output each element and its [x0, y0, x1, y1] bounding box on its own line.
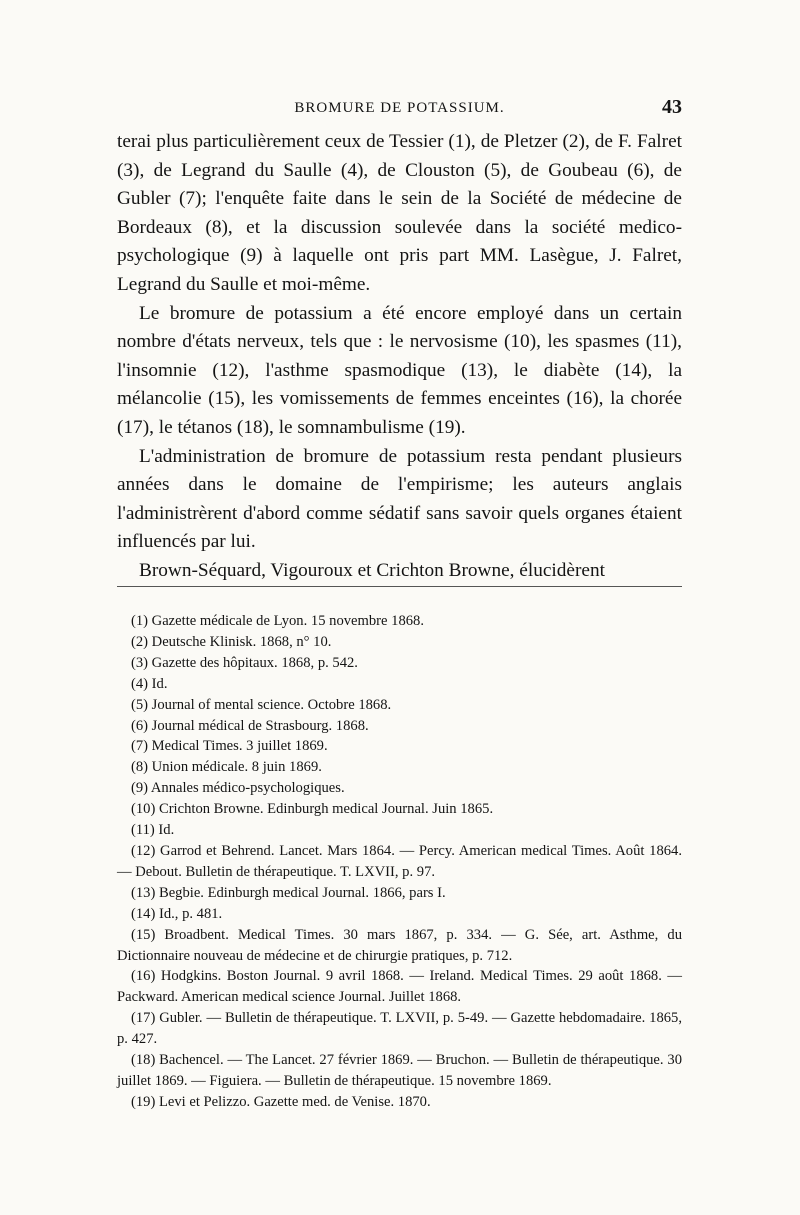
- page-number: 43: [662, 96, 682, 118]
- paragraph: terai plus particulièrement ceux de Tessier (1), de Pletzer (2), de F. Falret (3), de Legrand du Saulle (4), de Clouston (5), de Goubeau (6), de Gubler (7); l'enquête faite dans le sein de la Société de médecine de Bordeaux (8), et la discussion soulevée dans la société medico-psychologique (9) à laquelle ont pris part MM. Lasègue, J. Falret, Legrand du Saulle et moi-même.: [117, 131, 682, 295]
- page-header: [117, 96, 682, 120]
- paragraph: L'administration de bromure de potassium resta pendant plusieurs années dans le domaine de l'empirisme; les auteurs anglais l'administrèrent d'abord comme sédatif sans savoir quels organes étaient influencés par lui.: [117, 445, 682, 553]
- footnote: (11) Id.: [131, 822, 175, 839]
- footnote: (4) Id.: [131, 675, 168, 692]
- footnote: (6) Journal médical de Strasbourg. 1868.: [131, 717, 369, 734]
- footnote-separator: [117, 586, 682, 587]
- footnote: (10) Crichton Browne. Edinburgh medical Journal. Juin 1865.: [131, 801, 494, 818]
- footnote: (9) Annales médico-psychologiques.: [131, 780, 345, 797]
- footnote: (14) Id., p. 481.: [131, 905, 223, 922]
- running-head: BROMURE DE POTASSIUM.: [294, 100, 505, 116]
- footnote: (19) Levi et Pelizzo. Gazette med. de Venise. 1870.: [131, 1093, 431, 1110]
- footnote: (3) Gazette des hôpitaux. 1868, p. 542.: [131, 654, 358, 671]
- footnote: (12) Garrod et Behrend. Lancet. Mars 1864. — Percy. American medical Times. Août 1864. — Debout. Bulletin de thérapeutique. T. LXVII, p. 97.: [117, 842, 682, 880]
- paragraph: Brown-Séquard, Vigouroux et Crichton Browne, élucidèrent: [139, 559, 605, 581]
- footnote: (13) Begbie. Edinburgh medical Journal. 1866, pars I.: [131, 884, 446, 901]
- footnote: (1) Gazette médicale de Lyon. 15 novembre 1868.: [131, 613, 424, 629]
- footnote: (16) Hodgkins. Boston Journal. 9 avril 1868. — Ireland. Medical Times. 29 août 1868. — Packward. American medical science Journal. Juillet 1868.: [117, 968, 682, 1006]
- footnote: (5) Journal of mental science. Octobre 1868.: [131, 696, 392, 713]
- paragraph: Le bromure de potassium a été encore employé dans un certain nombre d'états nerveux, tels que : le nervosisme (10), les spasmes (11), l'insomnie (12), l'asthme spasmodique (13), le diabète (14), la mélancolie (15), les vomissements de femmes enceintes (16), la chorée (17), le tétanos (18), le somnambulisme (19).: [117, 302, 682, 438]
- footnote: (15) Broadbent. Medical Times. 30 mars 1867, p. 334. — G. Sée, art. Asthme, du Dictionnaire nouveau de médecine et de chirurgie pratiques, p. 712.: [117, 926, 682, 964]
- footnote: (7) Medical Times. 3 juillet 1869.: [131, 738, 328, 755]
- body-text: [117, 128, 682, 586]
- footnote: (18) Bachencel. — The Lancet. 27 février 1869. — Bruchon. — Bulletin de thérapeutique. 30 juillet 1869. — Figuiera. — Bulletin de thérapeutique. 15 novembre 1869.: [117, 1052, 682, 1089]
- footnote: (2) Deutsche Klinisk. 1868, n° 10.: [131, 633, 332, 650]
- footnotes: [117, 611, 682, 1113]
- footnote: (8) Union médicale. 8 juin 1869.: [131, 759, 322, 776]
- footnote: (17) Gubler. — Bulletin de thérapeutique. T. LXVII, p. 5-49. — Gazette hebdomadaire. 1865, p. 427.: [117, 1010, 682, 1048]
